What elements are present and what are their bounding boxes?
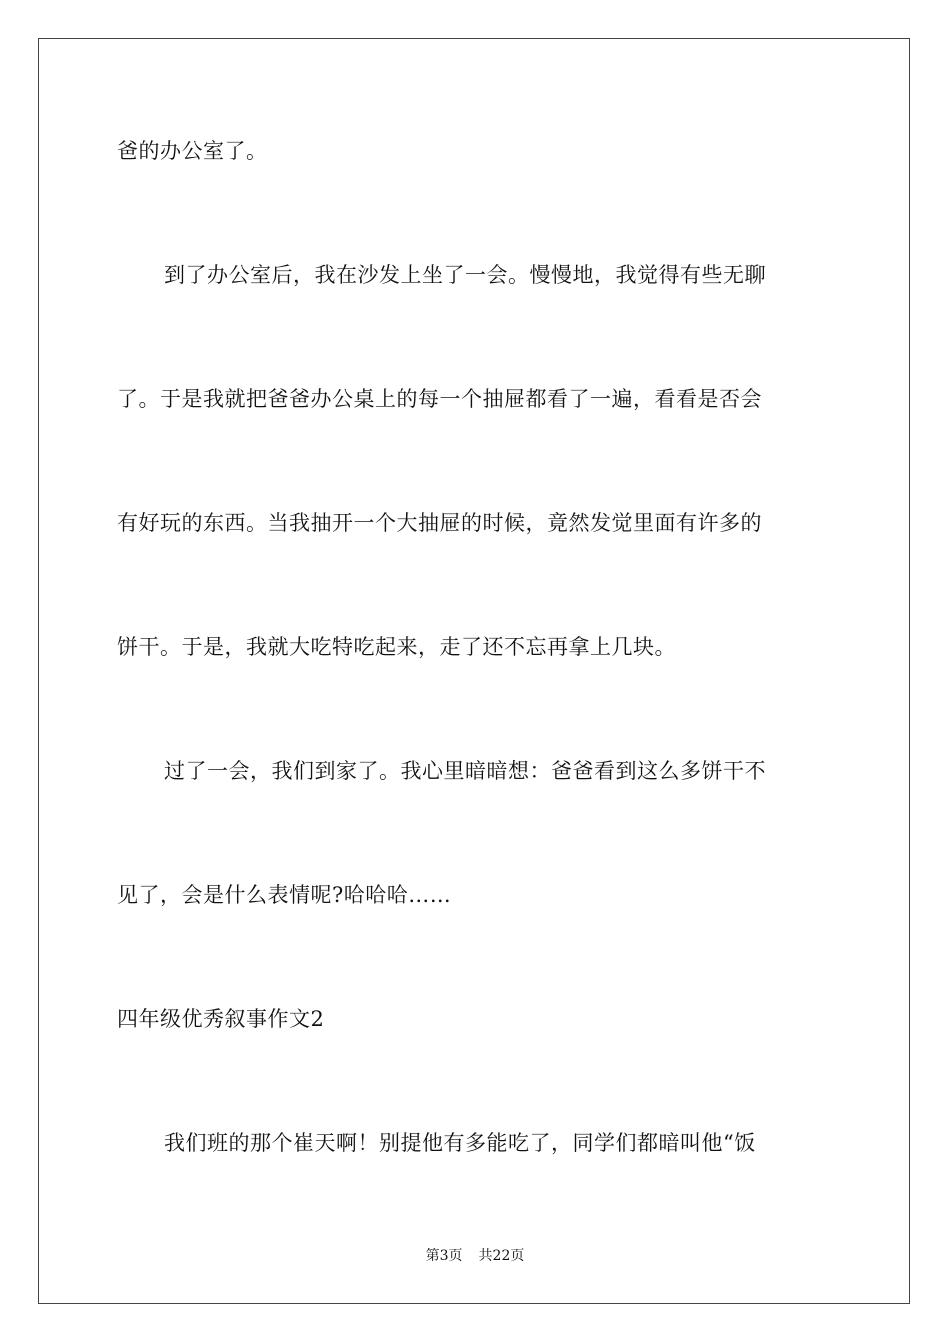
paragraph-line: 过了一会，我们到家了。我心里暗暗想：爸爸看到这么多饼干不: [164, 759, 766, 783]
paragraph-line: 爸的办公室了。: [117, 139, 268, 163]
section-heading: 四年级优秀叙事作文2: [117, 1007, 325, 1031]
paragraph-line: 见了，会是什么表情呢?哈哈哈……: [117, 883, 452, 907]
page-footer: [0, 1247, 950, 1265]
page-total: 共22页: [478, 1248, 525, 1264]
paragraph-line: 有好玩的东西。当我抽开一个大抽屉的时候，竟然发觉里面有许多的: [117, 511, 762, 535]
page-number: 第3页: [425, 1248, 463, 1264]
page-border: [38, 38, 910, 1304]
paragraph-line: 了。于是我就把爸爸办公桌上的每一个抽屉都看了一遍，看看是否会: [117, 387, 762, 411]
paragraph-line: 到了办公室后，我在沙发上坐了一会。慢慢地，我觉得有些无聊: [164, 263, 766, 287]
paragraph-line: 饼干。于是，我就大吃特吃起来，走了还不忘再拿上几块。: [117, 635, 676, 659]
paragraph-line: 我们班的那个崔天啊！别提他有多能吃了，同学们都暗叫他“饭: [164, 1131, 756, 1155]
